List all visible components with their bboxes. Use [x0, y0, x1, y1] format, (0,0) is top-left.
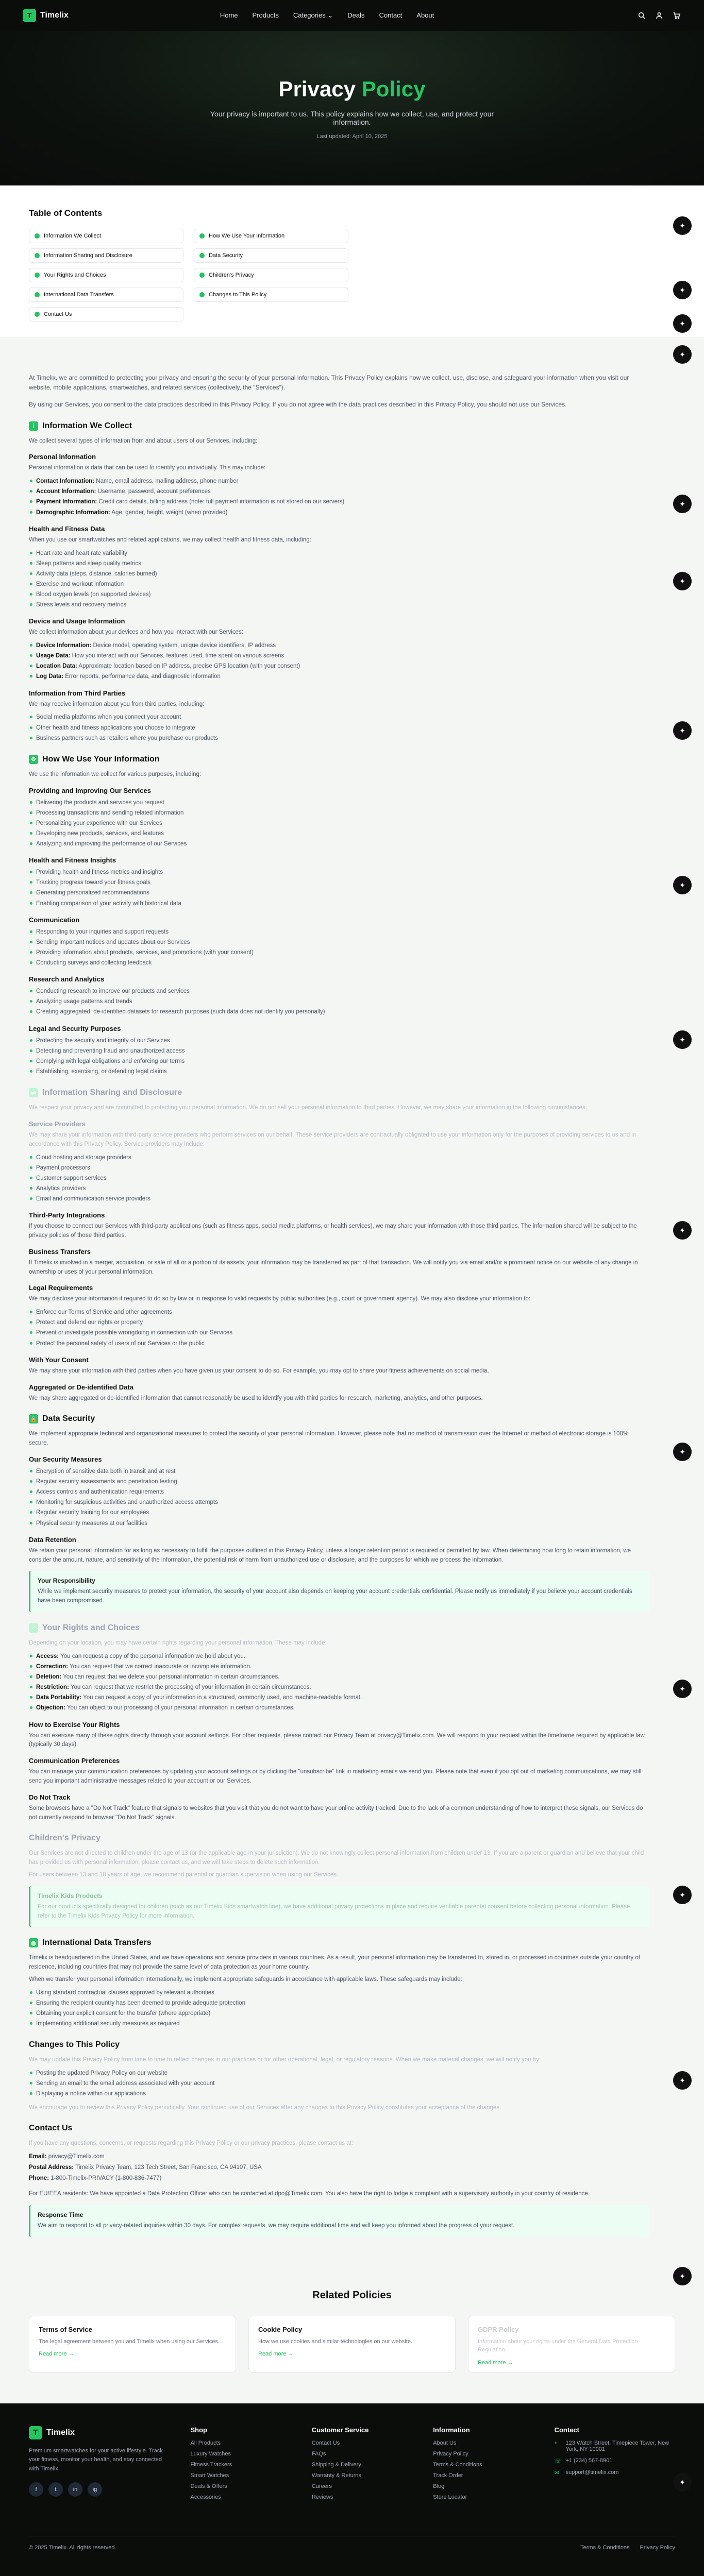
- brand-name: Timelix: [40, 11, 69, 20]
- legal-links: [580, 2545, 675, 2551]
- subsection-title: Communication: [29, 916, 80, 924]
- paragraph: When you use our smartwatches and related applications, we may collect health and fitness data, including:: [29, 536, 311, 543]
- list-item: Ensuring the recipient country has been deemed to provide adequate protection: [29, 1998, 649, 2008]
- list-item: Monitoring for suspicious activities and unauthorized access attempts: [29, 1497, 649, 1507]
- facebook-icon[interactable]: f: [29, 2482, 43, 2497]
- lock-icon: 🔒: [29, 1414, 38, 1423]
- third-party-list: [29, 712, 649, 743]
- list-item: Customer support services: [29, 1173, 649, 1183]
- footer-link[interactable]: FAQs: [311, 2450, 326, 2457]
- notify-list: [29, 2068, 649, 2099]
- list-item: Using standard contractual clauses approved by relevant authorities: [29, 1988, 649, 1998]
- contact-block: [29, 2151, 649, 2183]
- paragraph: We may disclose your information if required to do so by law or in response to valid requests by public authorities (e.g., court or government agency). We may also disclose your information to:: [29, 1296, 531, 1302]
- dot-icon: [199, 292, 205, 297]
- list-item: Implementing additional security measures as required: [29, 2019, 649, 2029]
- list-item: Demographic Information: Age, gender, height, weight (when provided): [29, 507, 649, 518]
- list-item: Protect the personal safety of users of our Services or the public: [29, 1338, 649, 1349]
- last-updated: Last updated: April 10, 2025: [316, 133, 388, 140]
- related-card[interactable]: [248, 2316, 456, 2372]
- list-item: Complying with legal obligations and enforcing our terms: [29, 1056, 649, 1066]
- callout-title: Timelix Kids Products: [38, 1892, 103, 1900]
- dot-icon: [35, 273, 40, 278]
- footer-phone[interactable]: ☏ +1 (234) 567-8901: [554, 2457, 613, 2464]
- intro: [29, 373, 649, 410]
- nav-actions: [637, 11, 681, 20]
- card-text: The legal agreement between you and Timelix when using our Services.: [39, 2338, 220, 2345]
- section-your-rights: [29, 1623, 649, 1822]
- card-title: Terms of Service: [39, 2325, 92, 2333]
- linkedin-icon[interactable]: in: [68, 2482, 82, 2497]
- callout: [29, 1571, 649, 1612]
- footer-link[interactable]: Careers: [311, 2483, 332, 2489]
- brand[interactable]: [29, 2426, 170, 2439]
- subsection-title: Our Security Measures: [29, 1455, 102, 1463]
- section-international-transfers: [29, 1938, 649, 2029]
- section-title: i Information We Collect: [29, 421, 649, 431]
- nav-deals[interactable]: Deals: [347, 11, 365, 19]
- footer: [0, 2403, 704, 2576]
- list-item: Tracking progress toward your fitness goals: [29, 877, 649, 888]
- list-item: Encryption of sensitive data both in transit and at rest: [29, 1466, 649, 1477]
- list-item: Log Data: Error reports, performance data, and diagnostic information: [29, 671, 649, 682]
- nav-about[interactable]: About: [416, 11, 434, 19]
- toc-title: Table of Contents: [29, 208, 103, 218]
- paragraph: For EU/EEA residents: We have appointed a Data Protection Officer who can be contacted at dpo@Timelix.com. You also have the right to lodge a complaint with a supervisory authority in your country of residence.: [29, 2191, 590, 2197]
- card-text: Information about your rights under the General Data Protection Regulation.: [478, 2338, 638, 2353]
- section-information-sharing: [29, 1088, 649, 1403]
- brand-logo: T: [29, 2426, 42, 2439]
- footer-bottom: [29, 2536, 675, 2559]
- list-item: Generating personalized recommendations: [29, 888, 649, 898]
- list-item: Other health and fitness applications you choose to integrate: [29, 723, 649, 733]
- footer-link[interactable]: Smart Watches: [190, 2472, 229, 2479]
- paragraph: We may update this Privacy Policy from time to time to reflect changes in our practices or for other operational, legal, or regulatory reasons. When we make material changes, we will notify you by:: [29, 2057, 541, 2063]
- list-item: Responding to your inquiries and support requests: [29, 927, 649, 937]
- card-title: Cookie Policy: [258, 2325, 303, 2333]
- floating-chat-button[interactable]: ✦: [673, 345, 692, 364]
- paragraph: We may share aggregated or de-identified information that cannot reasonably be used to identify you with third parties for research, marketing, analytics, and other purposes.: [29, 1395, 483, 1401]
- toc-item[interactable]: Children's Privacy: [194, 268, 348, 282]
- subsection-title: Legal Requirements: [29, 1284, 93, 1292]
- callout-title: Response Time: [38, 2211, 83, 2219]
- list-item: Conducting surveys and collecting feedback: [29, 958, 649, 968]
- list-item: Obtaining your explicit consent for the transfer (where appropriate): [29, 2008, 649, 2019]
- paragraph: If Timelix is involved in a merger, acquisition, or sale of all or a portion of its assets, your information may be transferred as part of that transaction. We will notify you via email and/or a prominent notice on our website of any change in ownership or uses of your personal information.: [29, 1259, 638, 1275]
- health-data-list: [29, 548, 649, 611]
- card-title: GDPR Policy: [478, 2325, 519, 2333]
- list-item: Establishing, exercising, or defending legal claims: [29, 1066, 649, 1077]
- policy-content: [0, 337, 649, 2259]
- personal-info-list: [29, 476, 649, 518]
- paragraph: Timelix is headquartered in the United States, and we have operations and service providers in various countries. As a result, your personal information may be transferred to, stored in, or processed in countries outside your country of residence, including countries that may not provide the same level of data protection as your home country.: [29, 1955, 640, 1971]
- toc-item[interactable]: Information Sharing and Disclosure: [29, 248, 183, 263]
- footer-legal-link[interactable]: Privacy Policy: [640, 2544, 675, 2551]
- callout-text: While we implement security measures to protect your information, the security of your account also depends on keeping your account credentials confidential. Please notify us immediately if you believe your account credentials have been compromised.: [38, 1588, 632, 1604]
- footer-link[interactable]: Store Locator: [433, 2494, 467, 2500]
- paragraph: Our Services are not directed to children under the age of 13 (or the applicable age in your jurisdiction). We do not knowingly collect personal information from children under 13. If you are a parent or guardian and believe that your child has provided us with personal information, please contact us, and we will take steps to delete such information.: [29, 1850, 644, 1866]
- related-policies: [0, 2259, 704, 2403]
- contact-email[interactable]: Email: privacy@Timelix.com: [29, 2154, 105, 2160]
- subsection-title: Providing and Improving Our Services: [29, 786, 151, 794]
- list-item: Regular security assessments and penetration testing: [29, 1477, 649, 1487]
- list-item: Protecting the security and integrity of our Services: [29, 1036, 649, 1046]
- toc-item[interactable]: How We Use Your Information: [194, 229, 348, 243]
- nav-products[interactable]: Products: [252, 11, 279, 19]
- list-item: Access controls and authentication requirements: [29, 1487, 649, 1497]
- hero-subtitle: Your privacy is important to us. This policy explains how we collect, use, and protect your information.: [210, 110, 494, 126]
- floating-chat-button[interactable]: ✦: [673, 495, 692, 513]
- list-item: Providing information about products, services, and promotions (with your consent): [29, 947, 649, 958]
- map-pin-icon: ⌖: [554, 2439, 558, 2446]
- list-item: Conducting research to improve our products and services: [29, 986, 649, 996]
- callout: [29, 1886, 649, 1927]
- floating-chat-button[interactable]: ✦: [673, 1030, 692, 1049]
- security-list: [29, 1466, 649, 1529]
- paragraph: When we transfer your personal information internationally, we implement appropriate safeguards in accordance with applicable laws. These safeguards may include:: [29, 1976, 462, 1983]
- list-item: Contact Information: Name, email address, mailing address, phone number: [29, 476, 649, 486]
- instagram-icon[interactable]: ig: [88, 2482, 102, 2497]
- info-icon: i: [29, 421, 38, 431]
- list-item: Account Information: Username, password, account preferences: [29, 486, 649, 497]
- footer-address: ⌖ 123 Watch Street, Timepiece Tower, New York, NY 10001: [554, 2439, 669, 2452]
- service-provider-list: [29, 1153, 649, 1205]
- related-title: Related Policies: [312, 2289, 392, 2301]
- dot-icon: [35, 292, 40, 297]
- section-lead: We respect your privacy and are committed to protecting your personal information. We do not sell your personal information to third parties. However, we may share your information in the following circumstances:: [29, 1105, 587, 1111]
- footer-column-title: Contact: [554, 2426, 579, 2434]
- use-list: [29, 986, 649, 1017]
- subsection-title: Research and Analytics: [29, 975, 105, 984]
- subsection-title: Third-Party Integrations: [29, 1211, 105, 1219]
- footer-link[interactable]: Reviews: [311, 2494, 333, 2500]
- list-item: Exercise and workout information: [29, 579, 649, 589]
- list-item: Usage Data: How you interact with our Services, features used, time spent on various screens: [29, 651, 649, 661]
- user-check-icon: ✓: [29, 1623, 38, 1633]
- footer-link[interactable]: Track Order: [433, 2472, 463, 2479]
- floating-chat-button[interactable]: ✦: [673, 721, 692, 740]
- footer-link[interactable]: Privacy Policy: [433, 2450, 468, 2457]
- toc-item[interactable]: Contact Us: [29, 307, 183, 321]
- user-icon[interactable]: [655, 11, 664, 20]
- floating-chat-button[interactable]: ✦: [673, 2071, 692, 2090]
- list-item: Deletion: You can request that we delete your personal information in certain circumstances.: [29, 1672, 649, 1682]
- list-item: Displaying a notice within our applications: [29, 2089, 649, 2099]
- dot-icon: [35, 312, 40, 317]
- footer-legal-link[interactable]: Terms & Conditions: [580, 2544, 630, 2551]
- use-list: [29, 927, 649, 969]
- footer-information: [433, 2426, 533, 2505]
- list-item: Blood oxygen levels (on supported devices): [29, 589, 649, 600]
- floating-chat-button[interactable]: ✦: [673, 876, 692, 894]
- globe-icon: ◍: [29, 1938, 38, 1947]
- subsection-title: Communication Preferences: [29, 1757, 120, 1765]
- section-information-we-collect: [29, 421, 649, 743]
- paragraph: If you have any questions, concerns, or requests regarding this Privacy Policy or our privacy practices, please contact us at:: [29, 2140, 353, 2147]
- toc-item[interactable]: Information We Collect: [29, 229, 183, 243]
- footer-link[interactable]: Fitness Trackers: [190, 2461, 232, 2468]
- paragraph: We may share your information with third parties when you have given us your consent to do so. For example, you may opt to share your fitness achievements on social media.: [29, 1367, 489, 1374]
- floating-chat-button[interactable]: ✦: [673, 1443, 692, 1461]
- paragraph: You can exercise many of these rights directly through your account settings. For other requests, please contact our Privacy Team at privacy@Timelix.com. We will respond to your request within the timeframe required by applicable law (typically 30 days).: [29, 1732, 645, 1748]
- list-item: Access: You can request a copy of the personal information we hold about you.: [29, 1651, 649, 1662]
- floating-chat-button[interactable]: ✦: [673, 281, 692, 299]
- list-item: Analyzing and improving the performance of our Services: [29, 839, 649, 849]
- footer-email[interactable]: ✉ support@timelix.com: [554, 2469, 619, 2476]
- twitter-icon[interactable]: t: [48, 2482, 63, 2497]
- footer-column-title: Customer Service: [311, 2426, 369, 2434]
- section-changes: [29, 2040, 649, 2112]
- list-item: Posting the updated Privacy Policy on our website: [29, 2068, 649, 2078]
- list-item: Sending important notices and updates about our Services: [29, 937, 649, 947]
- safeguard-list: [29, 1988, 649, 2029]
- footer-customer-service: [312, 2426, 412, 2505]
- floating-chat-button[interactable]: ✦: [673, 572, 692, 590]
- footer-link[interactable]: Deals & Offers: [190, 2483, 227, 2489]
- paragraph: We encourage you to review this Privacy Policy periodically. Your continued use of our Services after any changes to this Privacy Policy constitutes your acceptance of the changes.: [29, 2104, 501, 2111]
- paragraph: We retain your personal information for as long as necessary to fulfill the purposes outlined in this Privacy Policy, unless a longer retention period is required or permitted by law. When determining how long to retain information, we consider the amount, nature, and sensitivity of the information, the potential risk of harm from unauthorized use or disclosure, and the purposes for which we process the information.: [29, 1547, 631, 1563]
- use-list: [29, 867, 649, 909]
- nav-home[interactable]: Home: [220, 11, 238, 19]
- footer-column-title: Information: [433, 2426, 470, 2434]
- subsection-title: Personal Information: [29, 453, 96, 461]
- subsection-title: Health and Fitness Insights: [29, 856, 116, 865]
- subsection-title: Device and Usage Information: [29, 617, 125, 625]
- list-item: Sleep patterns and sleep quality metrics: [29, 558, 649, 569]
- subsection-title: Business Transfers: [29, 1247, 91, 1256]
- phone-icon: ☏: [554, 2458, 562, 2464]
- toc-item[interactable]: Data Security: [194, 248, 348, 263]
- footer-link[interactable]: Luxury Watches: [190, 2450, 231, 2457]
- section-title: 🔒 Data Security: [29, 1414, 649, 1423]
- subsection-title: Do Not Track: [29, 1793, 71, 1801]
- subsection-title: Health and Fitness Data: [29, 524, 105, 533]
- related-card[interactable]: [29, 2316, 236, 2372]
- dot-icon: [199, 253, 205, 258]
- list-item: Prevent or investigate possible wrongdoing in connection with our Services: [29, 1328, 649, 1338]
- list-item: Enforce our Terms of Service and other agreements: [29, 1307, 649, 1317]
- section-how-we-use: [29, 755, 649, 1077]
- paragraph: We collect information about your devices and how you interact with our Services:: [29, 629, 243, 636]
- intro-paragraph: At Timelix, we are committed to protecting your privacy and ensuring the security of your personal information. This Privacy Policy explains how we collect, use, disclose, and safeguard your information when you visit our website, mobile applications, smartwatches, and related services (collectively, the "Services").: [29, 374, 629, 392]
- paragraph: For users between 13 and 18 years of age, we recommend parental or guardian supervision when using our Services.: [29, 1872, 339, 1878]
- legal-list: [29, 1307, 649, 1349]
- footer-link[interactable]: Contact Us: [311, 2439, 340, 2446]
- floating-chat-button[interactable]: ✦: [673, 216, 692, 235]
- rights-list: [29, 1651, 649, 1714]
- list-item: Payment Information: Credit card details, billing address (note: full payment information is not stored on our servers): [29, 497, 649, 507]
- nav-categories[interactable]: Categories ⌄: [293, 11, 333, 19]
- callout-title: Your Responsibility: [38, 1577, 95, 1585]
- list-item: Correction: You can request that we correct inaccurate or incomplete information.: [29, 1662, 649, 1672]
- cart-icon[interactable]: [672, 11, 681, 20]
- list-item: Cloud hosting and storage providers: [29, 1153, 649, 1163]
- hero: [0, 31, 704, 185]
- list-item: Detecting and preventing fraud and unauthorized access: [29, 1046, 649, 1056]
- list-item: Personalizing your experience with our Services: [29, 818, 649, 828]
- paragraph: You can manage your communication preferences by updating your account settings or by clicking the "unsubscribe" link in marketing emails we send you. Please note that even if you opt out of marketing communications, we may still send you important administrative messages related to your account or our Services.: [29, 1769, 642, 1784]
- paragraph: Personal information is data that can be used to identify you individually. This may include:: [29, 465, 266, 471]
- section-title: Children's Privacy: [29, 1834, 100, 1843]
- list-item: Restriction: You can request that we restrict the processing of your information in certain circumstances.: [29, 1682, 649, 1692]
- related-card[interactable]: [468, 2316, 675, 2372]
- footer-shop: [190, 2426, 291, 2505]
- list-item: Payment processors: [29, 1163, 649, 1173]
- card-text: How we use cookies and similar technologies on our website.: [258, 2338, 412, 2345]
- search-icon[interactable]: [637, 11, 646, 20]
- footer-description: Premium smartwatches for your active lifestyle. Track your fitness, monitor your health, and stay connected with Timelix.: [29, 2447, 163, 2472]
- list-item: Analyzing usage patterns and trends: [29, 996, 649, 1007]
- device-info-list: [29, 640, 649, 682]
- subsection-title: Aggregated or De-identified Data: [29, 1383, 133, 1391]
- footer-brand: [29, 2426, 170, 2505]
- footer-link[interactable]: Accessories: [190, 2494, 221, 2500]
- subsection-title: Legal and Security Purposes: [29, 1024, 121, 1032]
- list-item: Business partners such as retailers where you purchase our products: [29, 733, 649, 743]
- list-item: Developing new products, services, and features: [29, 828, 649, 839]
- floating-chat-button[interactable]: ✦: [673, 2267, 692, 2285]
- footer-link[interactable]: Blog: [433, 2483, 445, 2489]
- footer-contact: [555, 2426, 675, 2505]
- subsection-title: With Your Consent: [29, 1355, 89, 1364]
- section-lead: Depending on your location, you may have certain rights regarding your personal information. These may include:: [29, 1639, 327, 1646]
- paragraph: Some browsers have a "Do Not Track" feature that signals to websites that you visit that you do not want to have your online activity tracked. Due to the lack of a common understanding of how to interpret these signals, our Services do not currently respond to browser "Do Not Track" signals.: [29, 1805, 643, 1821]
- section-contact-us: [29, 2124, 649, 2237]
- floating-chat-button[interactable]: ✦: [673, 314, 692, 333]
- page-title: Privacy Policy: [278, 77, 426, 101]
- copyright: © 2025 Timelix. All rights reserved.: [29, 2544, 116, 2551]
- list-item: Regular security training for our employees: [29, 1507, 649, 1518]
- dot-icon: [35, 253, 40, 258]
- section-lead: We implement appropriate technical and organizational measures to protect the security of your personal information. However, please note that no method of transmission over the Internet or method of electronic storage is 100% secure.: [29, 1431, 629, 1447]
- paragraph: We may share your information with third-party service providers who perform services on our behalf. These service providers are contractually obligated to use your information only for the purposes of providing services to us and in accordance with this Privacy Policy. Service providers may include:: [29, 1131, 636, 1147]
- list-item: Stress levels and recovery metrics: [29, 600, 649, 610]
- share-icon: ⇄: [29, 1088, 38, 1097]
- section-title: ✓ Your Rights and Choices: [29, 1623, 649, 1633]
- table-of-contents: [0, 185, 704, 337]
- social-links: [29, 2482, 170, 2497]
- dot-icon: [199, 273, 205, 278]
- list-item: Heart rate and heart rate variability: [29, 548, 649, 558]
- dot-icon: [35, 233, 40, 239]
- floating-chat-button[interactable]: ✦: [673, 1221, 692, 1240]
- section-childrens-privacy: [29, 1834, 649, 1927]
- list-item: Location Data: Approximate location based on IP address, precise GPS location (with your consent): [29, 661, 649, 671]
- list-item: Creating aggregated, de-identified datasets for research purposes (such data does not identify you personally): [29, 1007, 649, 1017]
- section-data-security: [29, 1414, 649, 1612]
- toc-item[interactable]: International Data Transfers: [29, 287, 183, 302]
- section-title: ⚙ How We Use Your Information: [29, 755, 649, 764]
- toc-item[interactable]: Changes to This Policy: [194, 287, 348, 302]
- contact-phone[interactable]: Phone: 1-800-Timelix-PRIVACY (1-800-836-7477): [29, 2175, 162, 2181]
- gear-icon: ⚙: [29, 755, 38, 764]
- footer-column-title: Shop: [190, 2426, 207, 2434]
- nav-contact[interactable]: Contact: [379, 11, 403, 19]
- brand-name: Timelix: [46, 2428, 75, 2437]
- subsection-title: Information from Third Parties: [29, 689, 126, 697]
- mail-icon: ✉: [554, 2469, 559, 2476]
- list-item: Processing transactions and sending related information: [29, 808, 649, 818]
- section-lead: We use the information we collect for various purposes, including:: [29, 771, 202, 777]
- list-item: Delivering the products and services you request: [29, 798, 649, 808]
- list-item: Physical security measures at our facilities: [29, 1518, 649, 1529]
- list-item: Email and communication service providers: [29, 1194, 649, 1204]
- callout: [29, 2205, 649, 2237]
- section-title: Contact Us: [29, 2124, 73, 2133]
- list-item: Analytics providers: [29, 1183, 649, 1194]
- footer-link[interactable]: Warranty & Returns: [311, 2472, 362, 2479]
- use-list: [29, 1036, 649, 1077]
- section-title: ◍ International Data Transfers: [29, 1938, 649, 1947]
- list-item: Providing health and fitness metrics and insights: [29, 867, 649, 877]
- paragraph: If you choose to connect our Services with third-party applications (such as fitness apps, social media platforms, or health services), we may share your information with those third parties. The information shared will be subject to the privacy policies of those third parties.: [29, 1223, 637, 1239]
- list-item: Device Information: Device model, operating system, unique device identifiers, IP address: [29, 640, 649, 651]
- read-more-link[interactable]: Read more →: [258, 2351, 294, 2358]
- list-item: Enabling comparison of your activity with historical data: [29, 899, 649, 909]
- floating-chat-button[interactable]: ✦: [673, 1886, 692, 1904]
- list-item: Objection: You can object to our processing of your personal information in certain circumstances.: [29, 1703, 649, 1713]
- contact-postal: Postal Address: Timelix Privacy Team, 123 Tech Street, San Francisco, CA 94107, USA: [29, 2164, 262, 2171]
- dot-icon: [199, 233, 205, 239]
- intro-paragraph: By using our Services, you consent to the data practices described in this Privacy Policy. If you do not agree with the data practices described in this Privacy Policy, you should not use our Services.: [29, 401, 567, 409]
- section-title: Changes to This Policy: [29, 2040, 120, 2049]
- callout-text: For our products specifically designed for children (such as our Timelix Kids smartwatch line), we have additional privacy protections in place and require verifiable parental consent before collecting personal information. Please refer to the Timelix Kids Privacy Policy for more information.: [38, 1903, 630, 1919]
- brand[interactable]: [23, 9, 69, 22]
- use-list: [29, 798, 649, 850]
- list-item: Protect and defend our rights or property: [29, 1317, 649, 1328]
- list-item: Activity data (steps, distance, calories burned): [29, 569, 649, 579]
- footer-link[interactable]: About Us: [433, 2439, 457, 2446]
- subsection-title: How to Exercise Your Rights: [29, 1720, 120, 1728]
- floating-chat-button[interactable]: ✦: [673, 1680, 692, 1698]
- subsection-title: Data Retention: [29, 1535, 76, 1544]
- section-title: ⇄ Information Sharing and Disclosure: [29, 1088, 649, 1097]
- brand-logo: T: [23, 9, 36, 22]
- floating-chat-button[interactable]: ✦: [673, 2473, 692, 2492]
- footer-link[interactable]: All Products: [190, 2439, 221, 2446]
- top-navigation: [0, 0, 704, 31]
- list-item: Social media platforms when you connect your account: [29, 712, 649, 722]
- toc-item[interactable]: Your Rights and Choices: [29, 268, 183, 282]
- nav-links: [220, 11, 434, 20]
- subsection-title: Service Providers: [29, 1120, 86, 1128]
- section-lead: We collect several types of information from and about users of our Services, including:: [29, 437, 258, 444]
- list-item: Sending an email to the email address associated with your account: [29, 2078, 649, 2089]
- read-more-link[interactable]: Read more →: [478, 2359, 513, 2366]
- paragraph: We may receive information about you from third parties, including:: [29, 701, 205, 707]
- footer-link[interactable]: Shipping & Delivery: [311, 2461, 361, 2468]
- read-more-link[interactable]: Read more →: [39, 2351, 74, 2358]
- callout-text: We aim to respond to all privacy-related inquiries within 30 days. For complex requests, we may require additional time and will keep you informed about the progress of your request.: [38, 2223, 515, 2229]
- list-item: Data Portability: You can request a copy of your information in a structured, commonly used, and machine-readable format.: [29, 1692, 649, 1703]
- footer-link[interactable]: Terms & Conditions: [433, 2461, 482, 2468]
